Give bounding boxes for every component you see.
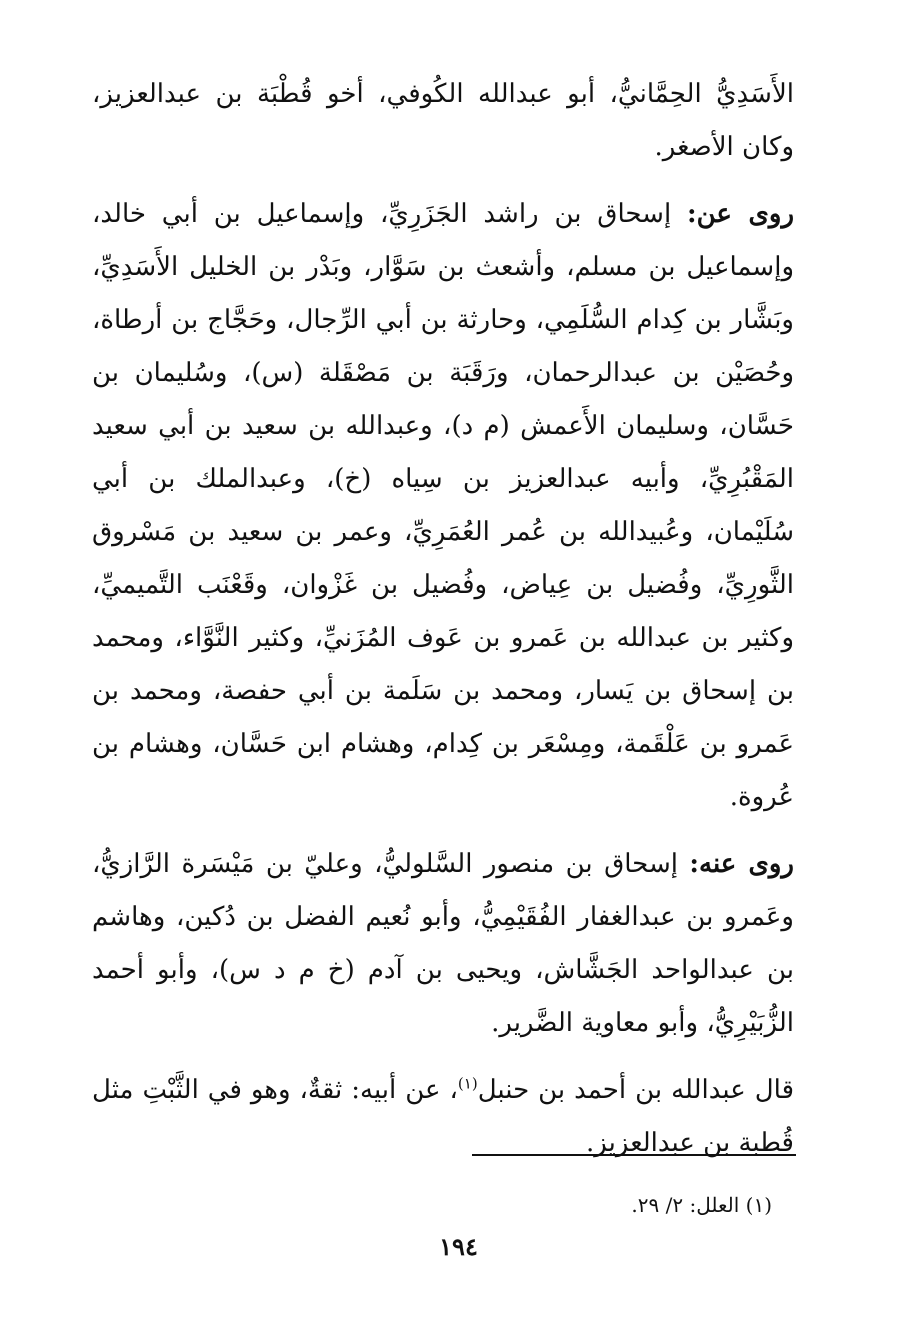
paragraph-narrated-from (92, 188, 794, 824)
footnote-divider (472, 1154, 796, 1156)
paragraph-text-before: قال عبدالله بن أحمد بن حنبل (477, 1075, 795, 1105)
paragraph-lead: روى عنه: (689, 849, 794, 879)
paragraph-text: الأَسَدِيُّ الحِمَّانيُّ، أبو عبدالله الكُوفي، أخو قُطْبَة بن عبدالعزيز، وكان الأصغر. (92, 79, 794, 162)
footnote-reference[interactable]: (١) (457, 1074, 478, 1093)
footnote-text: العلل: ٢/ ٢٩. (631, 1193, 740, 1217)
footnote (631, 1190, 772, 1220)
paragraph-intro (92, 68, 794, 174)
paragraph-narrated-by (92, 838, 794, 1050)
paragraph-lead: روى عن: (687, 199, 794, 229)
paragraph-text: إسحاق بن راشد الجَزَرِيِّ، وإسماعيل بن أبي خالد، وإسماعيل بن مسلم، وأشعث بن سَوَّار، وبَدْر بن الخليل الأَسَدِيِّ، وبَشَّار بن كِدام السُّلَمِي، وحارثة بن أبي الرِّجال، وحَجَّاج بن أرطاة، وحُصَيْن بن عبدالرحمان، ورَقَبَة بن مَصْقَلة (س)، وسُليمان بن حَسَّان، وسليمان الأَعمش (م د)، وعبدالله بن سعيد بن أبي سعيد المَقْبُرِيِّ، وأبيه عبدالعزيز بن سِياه (خ)، وعبدالملك بن أبي سُلَيْمان، وعُبيدالله بن عُمر العُمَرِيِّ، وعمر بن سعيد بن مَسْروق الثَّورِيِّ، وفُضيل بن عِياض، وفُضيل بن غَزْوان، وقَعْنَب التَّميميِّ، وكثير بن عبدالله بن عَمرو بن عَوف المُزَنيِّ، وكثير النَّوَّاء، ومحمد بن إسحاق بن يَسار، ومحمد بن سَلَمة بن أبي حفصة، ومحمد بن عَمرو بن عَلْقَمة، ومِسْعَر بن كِدام، وهشام ابن حَسَّان، وهشام بن عُروة. (92, 199, 794, 812)
main-text (92, 68, 794, 1184)
page-number: ١٩٤ (439, 1232, 478, 1261)
footnote-marker: (١) (745, 1193, 772, 1217)
paragraph-text: إسحاق بن منصور السَّلوليُّ، وعليّ بن مَيْسَرة الرَّازيُّ، وعَمرو بن عبدالغفار الفُقَيْمِيُّ، وأبو نُعيم الفضل بن دُكين، وهاشم بن عبدالواحد الجَشَّاش، ويحيى بن آدم (خ م د س)، وأبو أحمد الزُّبَيْرِيُّ، وأبو معاوية الضَّرير. (92, 849, 794, 1038)
paragraph-text-after: ، عن أبيه: ثقةٌ، وهو في الثَّبْتِ مثل قُطبة بن عبدالعزيز. (92, 1075, 794, 1158)
